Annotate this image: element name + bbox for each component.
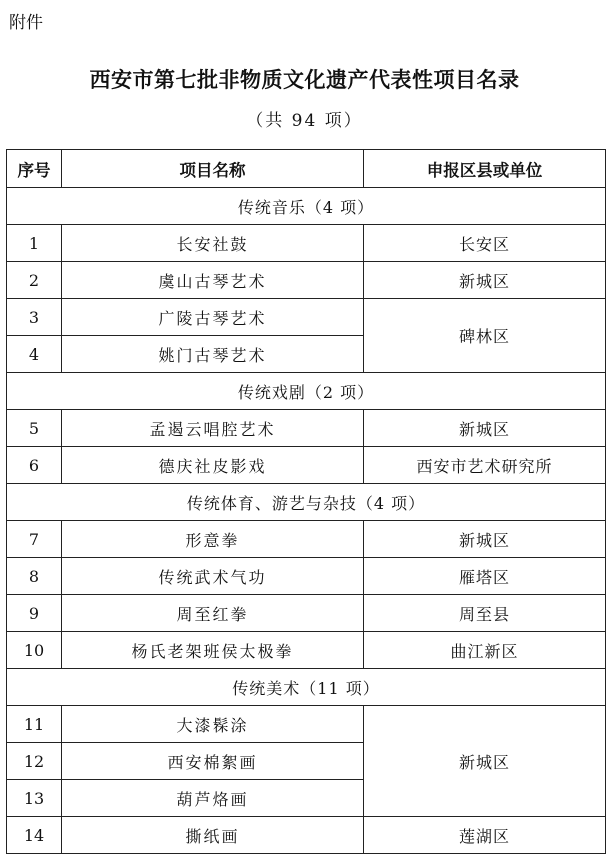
row-unit: 曲江新区 [364, 632, 606, 669]
header-name: 项目名称 [62, 150, 364, 188]
row-unit: 西安市艺术研究所 [364, 447, 606, 484]
table-row [7, 225, 606, 262]
document-title: 西安市第七批非物质文化遗产代表性项目名录 [89, 67, 520, 92]
row-no: 8 [7, 558, 62, 595]
row-unit: 莲湖区 [364, 817, 606, 854]
row-no: 13 [7, 780, 62, 817]
row-unit: 长安区 [364, 225, 606, 262]
row-no: 1 [7, 225, 62, 262]
row-name: 葫芦烙画 [62, 780, 364, 817]
row-name: 广陵古琴艺术 [62, 299, 364, 336]
row-name: 形意拳 [62, 521, 364, 558]
row-no: 12 [7, 743, 62, 780]
row-no: 5 [7, 410, 62, 447]
row-unit: 雁塔区 [364, 558, 606, 595]
row-no: 6 [7, 447, 62, 484]
row-name: 杨氏老架班侯太极拳 [62, 632, 364, 669]
row-no: 3 [7, 299, 62, 336]
category-label: 传统美术（11 项） [7, 669, 606, 706]
row-name: 长安社鼓 [62, 225, 364, 262]
attachment-label: 附件 [9, 13, 43, 33]
row-name: 撕纸画 [62, 817, 364, 854]
row-name: 孟遏云唱腔艺术 [62, 410, 364, 447]
table-row [7, 299, 606, 336]
row-name: 周至红拳 [62, 595, 364, 632]
category-label: 传统体育、游艺与杂技（4 项） [7, 484, 606, 521]
category-label: 传统戏剧（2 项） [7, 373, 606, 410]
table-row [7, 447, 606, 484]
header-unit: 申报区县或单位 [364, 150, 606, 188]
row-name: 德庆社皮影戏 [62, 447, 364, 484]
row-name: 姚门古琴艺术 [62, 336, 364, 373]
category-row [7, 373, 606, 410]
table-row [7, 262, 606, 299]
table-row [7, 410, 606, 447]
category-row [7, 669, 606, 706]
heritage-table [6, 149, 606, 854]
table-row [7, 817, 606, 854]
table-row [7, 706, 606, 743]
row-no: 2 [7, 262, 62, 299]
row-name: 虞山古琴艺术 [62, 262, 364, 299]
row-no: 11 [7, 706, 62, 743]
table-row [7, 558, 606, 595]
document-subtitle: （共 94 项） [246, 111, 363, 131]
row-unit: 新城区 [364, 262, 606, 299]
table-row [7, 521, 606, 558]
row-unit: 新城区 [364, 706, 606, 817]
table-row [7, 632, 606, 669]
row-name: 大漆髹涂 [62, 706, 364, 743]
row-name: 西安棉絮画 [62, 743, 364, 780]
row-no: 4 [7, 336, 62, 373]
row-unit: 新城区 [364, 521, 606, 558]
row-no: 10 [7, 632, 62, 669]
table-row [7, 595, 606, 632]
table-header-row [7, 150, 606, 188]
row-unit: 周至县 [364, 595, 606, 632]
category-label: 传统音乐（4 项） [7, 188, 606, 225]
category-row [7, 484, 606, 521]
row-no: 9 [7, 595, 62, 632]
category-row [7, 188, 606, 225]
row-no: 14 [7, 817, 62, 854]
row-name: 传统武术气功 [62, 558, 364, 595]
row-no: 7 [7, 521, 62, 558]
row-unit: 碑林区 [364, 299, 606, 373]
row-unit: 新城区 [364, 410, 606, 447]
header-no: 序号 [7, 150, 62, 188]
